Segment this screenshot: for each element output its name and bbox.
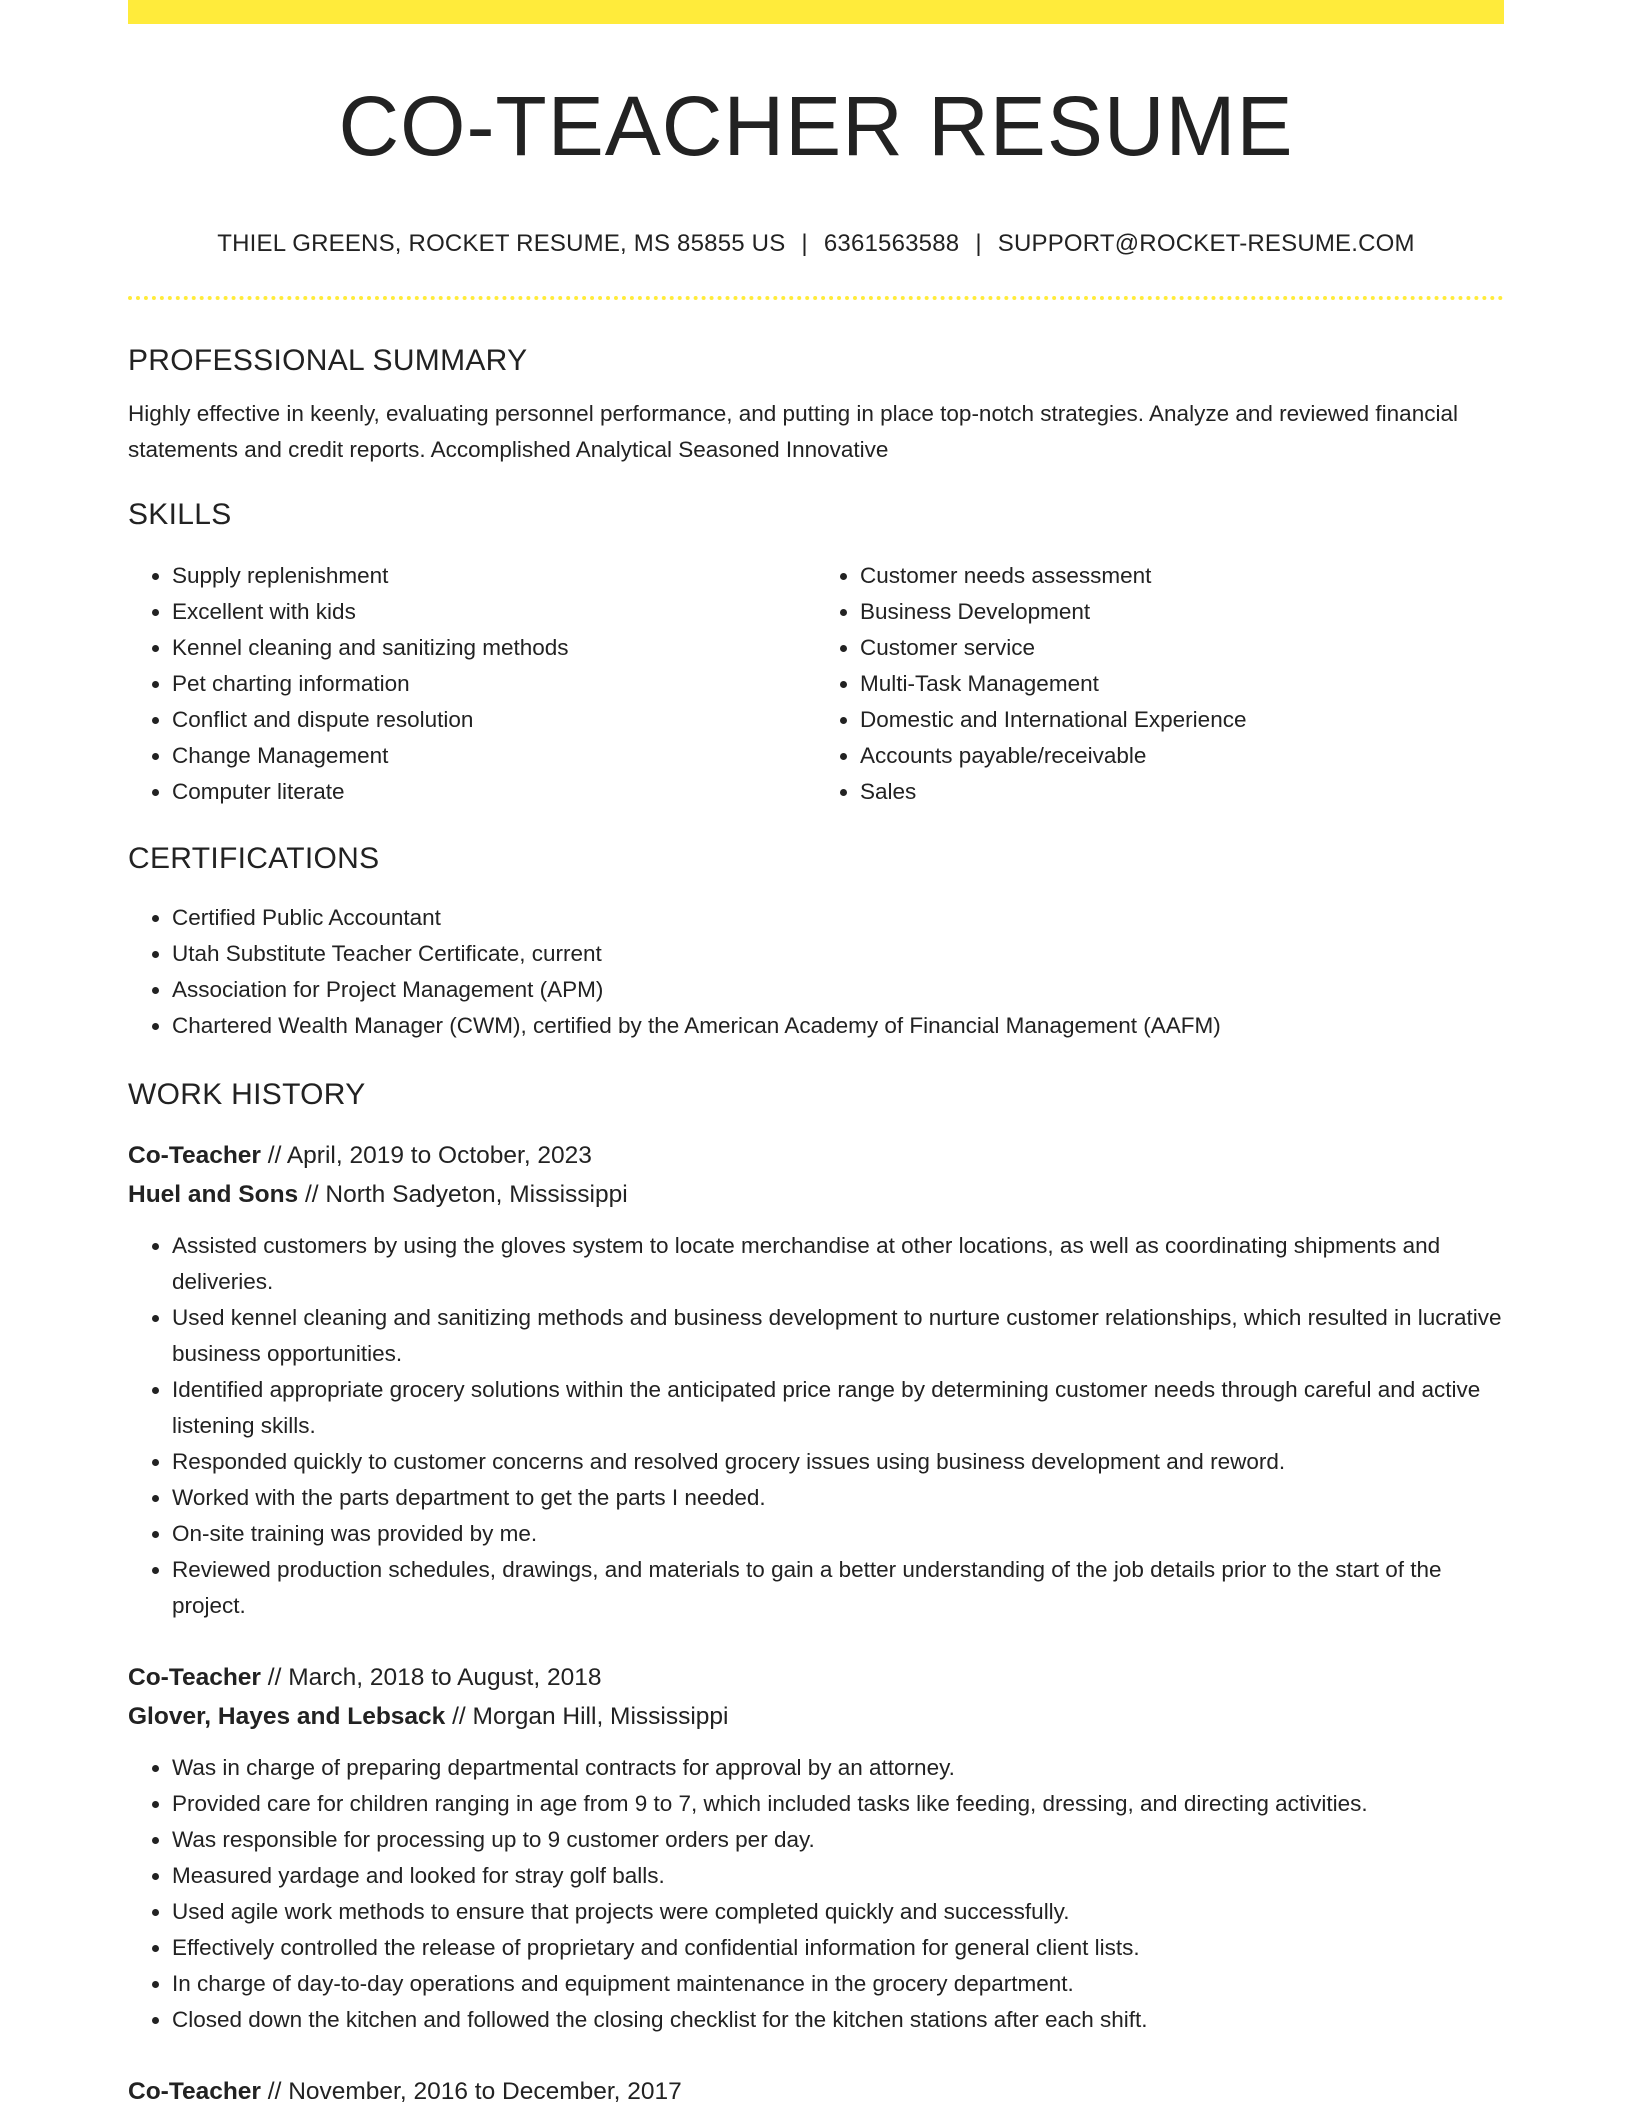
contact-email: SUPPORT@ROCKET-RESUME.COM	[997, 230, 1415, 257]
contact-address: THIEL GREENS, ROCKET RESUME, MS 85855 US	[217, 230, 786, 257]
job-company-line	[128, 1697, 1504, 1736]
certification-item: • Utah Substitute Teacher Certificate, current	[172, 936, 1504, 972]
job-bullets	[128, 1750, 1504, 2038]
job-entry	[128, 1658, 1504, 2038]
skills-right-list	[816, 558, 1504, 810]
top-accent-bar	[128, 0, 1504, 24]
certification-item: • Chartered Wealth Manager (CWM), certified by the American Academy of Financial Management (AAFM)	[172, 1008, 1504, 1044]
job-role-line	[128, 2072, 1504, 2111]
skill-item: • Customer needs assessment	[860, 558, 1504, 594]
skills-left-list	[128, 558, 816, 810]
skill-item: • Multi-Task Management	[860, 666, 1504, 702]
skills-heading: SKILLS	[128, 498, 232, 531]
job-bullet: • On-site training was provided by me.	[172, 1516, 1504, 1552]
job-bullet: • Assisted customers by using the gloves system to locate merchandise at other locations, as well as coordinating shipments and deliveries.	[172, 1228, 1504, 1300]
contact-separator: |	[975, 230, 982, 257]
job-bullet: • In charge of day-to-day operations and equipment maintenance in the grocery department.	[172, 1966, 1504, 2002]
job-location: // North Sadyeton, Mississippi	[298, 1181, 628, 1208]
resume-page	[128, 0, 1504, 2111]
job-bullet: • Was responsible for processing up to 9 customer orders per day.	[172, 1822, 1504, 1858]
job-dates: // March, 2018 to August, 2018	[260, 1664, 602, 1691]
skill-item: • Supply replenishment	[172, 558, 816, 594]
skill-item: • Computer literate	[172, 774, 816, 810]
job-role-line	[128, 1136, 1504, 1175]
certification-item: • Association for Project Management (APM)	[172, 972, 1504, 1008]
job-bullet: • Closed down the kitchen and followed the closing checklist for the kitchen stations after each shift.	[172, 2002, 1504, 2038]
skill-item: • Domestic and International Experience	[860, 702, 1504, 738]
job-bullet: • Used kennel cleaning and sanitizing methods and business development to nurture customer relationships, which resulted in lucrative business opportunities.	[172, 1300, 1504, 1372]
skill-item: • Change Management	[172, 738, 816, 774]
job-bullet: • Responded quickly to customer concerns and resolved grocery issues using business development and reword.	[172, 1444, 1504, 1480]
contact-phone: 6361563588	[823, 230, 960, 257]
job-bullets	[128, 1228, 1504, 1624]
job-dates: // April, 2019 to October, 2023	[260, 1142, 592, 1169]
job-bullet: • Identified appropriate grocery solutions within the anticipated price range by determining customer needs through careful and active listening skills.	[172, 1372, 1504, 1444]
job-bullet: • Reviewed production schedules, drawings, and materials to gain a better understanding of the job details prior to the start of the project.	[172, 1552, 1504, 1624]
dotted-divider	[128, 296, 1504, 300]
job-role: Co-Teacher	[128, 1664, 261, 1691]
job-company: Huel and Sons	[128, 1181, 299, 1208]
skill-item: • Kennel cleaning and sanitizing methods	[172, 630, 816, 666]
skill-item: • Customer service	[860, 630, 1504, 666]
job-bullet: • Effectively controlled the release of proprietary and confidential information for general client lists.	[172, 1930, 1504, 1966]
job-entry	[128, 2072, 1504, 2111]
skill-item: • Conflict and dispute resolution	[172, 702, 816, 738]
resume-title: CO-TEACHER RESUME	[338, 79, 1294, 173]
skill-item: • Sales	[860, 774, 1504, 810]
job-role: Co-Teacher	[128, 1142, 261, 1169]
job-bullet: • Was in charge of preparing departmental contracts for approval by an attorney.	[172, 1750, 1504, 1786]
job-role: Co-Teacher	[128, 2078, 261, 2105]
job-location: // Morgan Hill, Mississippi	[445, 1703, 729, 1730]
contact-line	[128, 230, 1504, 258]
skill-item: • Excellent with kids	[172, 594, 816, 630]
skill-item: • Accounts payable/receivable	[860, 738, 1504, 774]
contact-separator: |	[801, 230, 808, 257]
job-bullet: • Worked with the parts department to get the parts I needed.	[172, 1480, 1504, 1516]
skill-item: • Business Development	[860, 594, 1504, 630]
skills-columns	[128, 558, 1504, 810]
certification-item: • Certified Public Accountant	[172, 900, 1504, 936]
job-bullet: • Used agile work methods to ensure that projects were completed quickly and successfully.	[172, 1894, 1504, 1930]
certifications-heading: CERTIFICATIONS	[128, 842, 380, 875]
job-bullet: • Provided care for children ranging in age from 9 to 7, which included tasks like feeding, dressing, and directing activities.	[172, 1786, 1504, 1822]
certifications-list	[128, 900, 1504, 1044]
work-history-heading: WORK HISTORY	[128, 1078, 366, 1111]
job-company-line	[128, 1175, 1504, 1214]
job-dates: // November, 2016 to December, 2017	[260, 2078, 682, 2105]
job-role-line	[128, 1658, 1504, 1697]
summary-text: Highly effective in keenly, evaluating personnel performance, and putting in place top-notch strategies. Analyze and reviewed financial statements and credit reports. Accomplished Analytical Seasoned Innovative	[128, 401, 1458, 462]
job-entry	[128, 1136, 1504, 1624]
job-bullet: • Measured yardage and looked for stray golf balls.	[172, 1858, 1504, 1894]
summary-heading: PROFESSIONAL SUMMARY	[128, 344, 528, 377]
skill-item: • Pet charting information	[172, 666, 816, 702]
job-company: Glover, Hayes and Lebsack	[128, 1703, 446, 1730]
